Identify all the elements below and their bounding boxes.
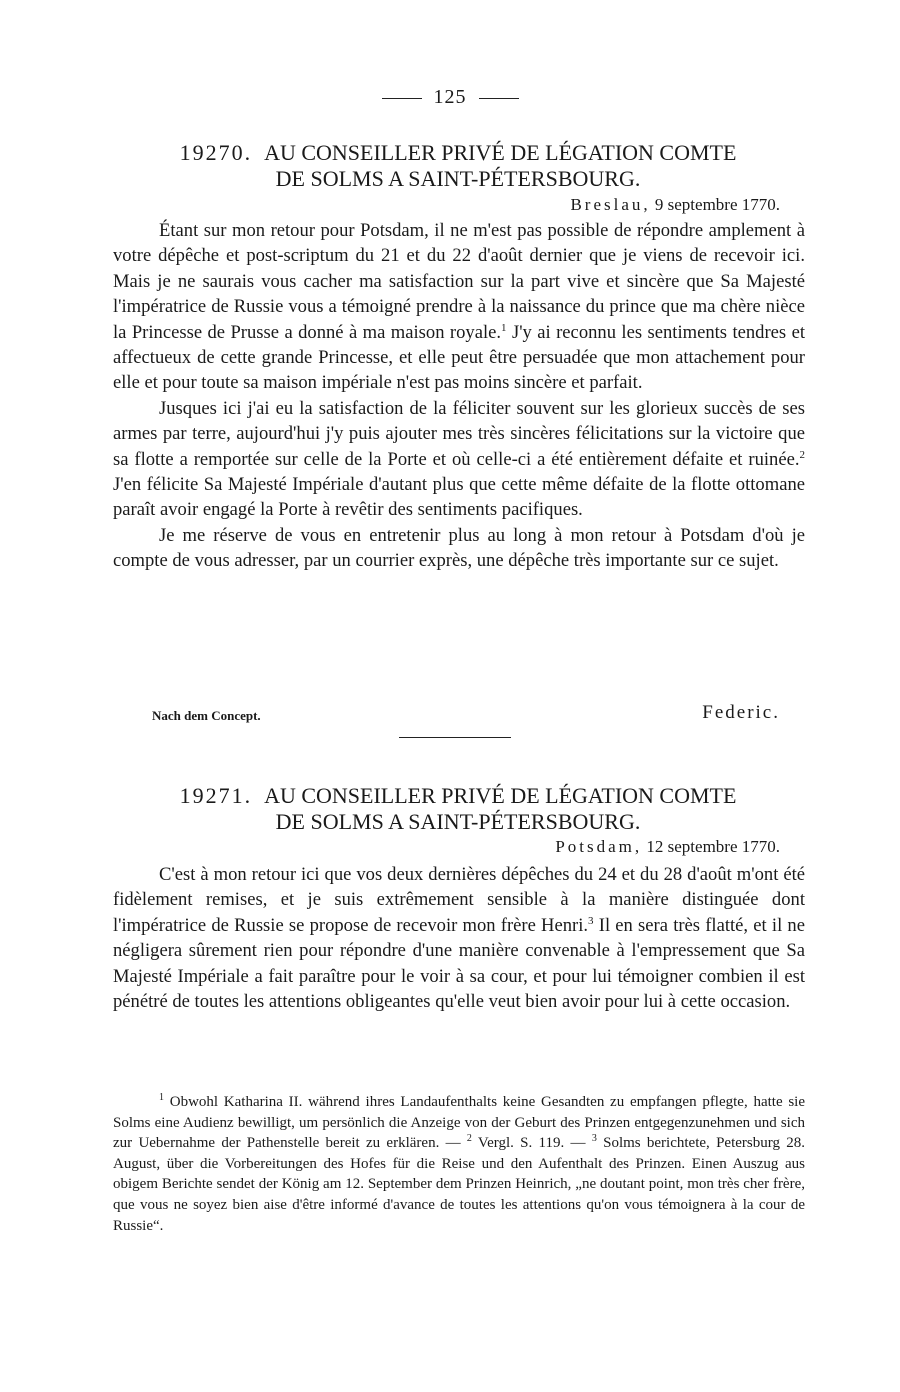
letter-1-heading: [113, 140, 803, 192]
footnote-ref-3: 3: [588, 914, 594, 927]
section-divider: [399, 737, 511, 738]
letter-2-paragraph-1-text-a: C'est à mon retour ici que vos deux dernières dépêches du 24 et du 28 d'août m'ont été fidèlement remises, et je suis extrêmement sensible à la manière distinguée dont l'impératrice de Russie se propose de recevoir mon frère Henri.: [113, 864, 805, 936]
page-number-line: [0, 86, 900, 109]
footnotes-paragraph: [113, 1092, 805, 1236]
footnote-ref-2: 2: [799, 448, 805, 461]
letter-1-dateline: [570, 195, 780, 215]
letter-2-title-line-2: DE SOLMS A SAINT-PÉTERSBOURG.: [275, 809, 641, 834]
letter-2-number: 19271.: [179, 783, 253, 808]
letter-1-paragraph-1: [113, 218, 805, 396]
letter-1-paragraph-2-text-b: J'en félicite Sa Majesté Impériale d'autant plus que cette même défaite de la flotte ottomane paraît avoir engagé la Porte à revêtir des sentiments pacifiques.: [113, 474, 805, 521]
letter-2-date: 12 septembre 1770.: [646, 837, 780, 856]
letter-1-place: Breslau,: [570, 195, 651, 214]
letter-1-signature: Federic.: [702, 702, 780, 723]
letter-1-paragraph-2: [113, 396, 805, 523]
footnotes: [113, 1092, 805, 1236]
page-number-rule-left: [382, 98, 422, 99]
letter-1-body: [113, 218, 805, 574]
letter-2-title-line-1: AU CONSEILLER PRIVÉ DE LÉGATION COMTE: [264, 783, 737, 808]
letter-2-heading: [113, 783, 803, 835]
letter-2-dateline: [555, 837, 780, 857]
letter-1-number: 19270.: [179, 140, 253, 165]
footnote-2-marker: 2: [466, 1133, 472, 1145]
letter-1-title-line-1: AU CONSEILLER PRIVÉ DE LÉGATION COMTE: [264, 140, 737, 165]
footnote-1-marker: 1: [159, 1092, 164, 1103]
letter-1-source-note: Nach dem Concept.: [152, 708, 261, 723]
letter-2-body: [113, 862, 805, 1014]
footnote-1-text: Obwohl Katharina II. während ihres Landaufenthalts keine Gesandten zu empfangen pflegte, hatte sie Solms eine Audienz bewilligt, um persönlich die Anzeige von der Geburt des Prinzen entgegenzunehmen und sich zur Uebernahme der Pathenstelle bereit zu erklären. —: [113, 1094, 805, 1152]
letter-1-paragraph-2-text-a: Jusques ici j'ai eu la satisfaction de la féliciter souvent sur les glorieux succès de ses armes par terre, aujourd'hui j'y puis ajouter mes très sincères félicitations sur la victoire que sa flotte a remportée sur celle de la Porte et où celle-ci a été entièrement défaite et ruinée.: [113, 397, 805, 470]
letter-2-paragraph-1: [113, 862, 805, 1014]
page-number-rule-right: [479, 98, 519, 99]
footnote-3-text: Solms berichtete, Petersburg 28. August, über die Vorbereitungen des Hofes für die Reise und den Aufenthalt des Prinzen. Einen Auszug aus obigem Berichte sendet der König am 12. September dem Prinzen Heinrich, „ne doutant point, mon très cher frère, que vous ne soyez bien aise d'être informé d'avance de toutes les attentions qu'on vous témoignera à la cour de Russie“.: [113, 1135, 805, 1234]
footnote-ref-1: 1: [501, 321, 507, 334]
letter-1-paragraph-1-text-a: Étant sur mon retour pour Potsdam, il ne m'est pas possible de répondre amplement à votre dépêche et post-scriptum du 21 et du 22 d'août dernier que je viens de recevoir ici. Mais je ne saurais vous cacher ma satisfaction sur la part vive et sincère que Sa Majesté l'impératrice de Russie vous a témoigné prendre à la naissance du prince que ma chère nièce la Princesse de Prusse a donné à ma maison royale.: [113, 220, 805, 343]
page-number: 125: [433, 86, 467, 108]
letter-1-title-line-2: DE SOLMS A SAINT-PÉTERSBOURG.: [275, 166, 641, 191]
letter-2-paragraph-1-text-b: Il en sera très flatté, et il ne négligera sûrement rien pour répondre d'une manière convenable à l'empressement que Sa Majesté Impériale a fait paraître pour le voir à sa cour, et pour lui témoigner combien il est pénétré de toutes les attentions obligeantes qu'elle veut bien avoir pour lui à cette occasion.: [113, 914, 805, 1013]
letter-2-place: Potsdam,: [555, 837, 643, 856]
footnote-2-text: Vergl. S. 119. —: [471, 1135, 592, 1152]
letter-1-date: 9 septembre 1770.: [654, 195, 780, 214]
letter-1-paragraph-3: Je me réserve de vous en entretenir plus au long à mon retour à Potsdam d'où je compte de vous adresser, par un courrier exprès, une dépêche très importante sur ce sujet.: [113, 524, 805, 572]
letter-1-paragraph-1-text-b: J'y ai reconnu les sentiments tendres et affectueux de cette grande Princesse, et elle peut être persuadée que mon attachement pour elle et pour toute sa maison impériale n'est pas moins sincère et parfait.: [113, 321, 805, 394]
footnote-3-marker: 3: [591, 1133, 597, 1145]
